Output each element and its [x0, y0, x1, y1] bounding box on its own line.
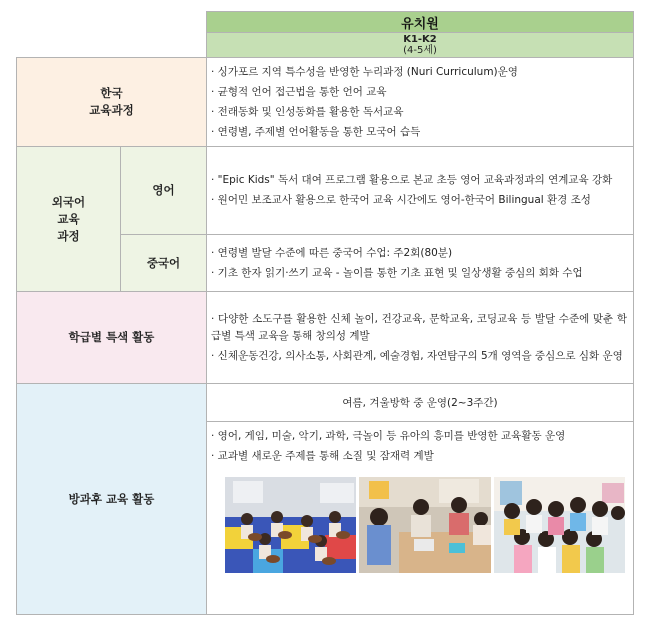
after-school-content — [207, 422, 634, 615]
list-item: · 원어민 보조교사 활용으로 한국어 교육 시간에도 영어-한국어 Bilingual 환경 조성 — [211, 194, 591, 206]
chinese-content — [207, 235, 634, 292]
korean-curriculum-label: 한국 교육과정 — [17, 58, 207, 147]
special-activities-content — [207, 292, 634, 384]
activity-photos — [225, 477, 625, 573]
english-content — [207, 147, 634, 235]
list-item: · "Epic Kids" 독서 대여 프로그램 활용으로 본교 초등 영어 교육과정과의 연계교육 강화 — [211, 174, 613, 186]
after-school-period: 여름, 겨울방학 중 운영(2~3주간) — [207, 384, 634, 422]
list-item: · 연령별, 주제별 언어활동을 통한 모국어 습득 — [211, 125, 421, 138]
list-item: · 교과별 새로운 주제를 통해 소질 및 잠재력 계발 — [211, 450, 434, 462]
list-item: · 다양한 소도구를 활용한 신체 놀이, 건강교육, 문학교육, 코딩교육 등 발달 수준에 맞춘 학급별 특색 교육을 통해 창의성 계발 — [211, 312, 627, 342]
list-item: · 균형적 언어 접근법을 통한 언어 교육 — [211, 85, 387, 98]
chinese-label: 중국어 — [121, 235, 207, 292]
list-item: · 연령별 발달 수준에 따른 중국어 수업: 주2회(80분) — [211, 246, 453, 259]
photo-craft-class — [359, 477, 490, 573]
curriculum-table — [16, 11, 634, 615]
photo-group — [494, 477, 625, 573]
korean-curriculum-content — [207, 58, 634, 147]
foreign-language-label: 외국어 교육 과정 — [17, 147, 121, 292]
list-item: · 기초 한자 읽기·쓰기 교육 - 놀이를 통한 기초 표현 및 일상생활 중심의 회화 수업 — [211, 266, 583, 279]
list-item: · 영어, 게임, 미술, 악기, 과학, 극놀이 등 유아의 흥미를 반영한 교육활동 운영 — [211, 430, 566, 442]
list-item: · 전래동화 및 인성동화를 활용한 독서교육 — [211, 105, 404, 118]
list-item: · 신체운동건강, 의사소통, 사회관계, 예술경험, 자연탐구의 5개 영역을 중심으로 심화 운영 — [211, 349, 623, 362]
list-item: · 싱가포르 지역 특수성을 반영한 누리과정 (Nuri Curriculum)운영 — [211, 65, 518, 78]
english-label: 영어 — [121, 147, 207, 235]
header-title: 유치원 — [207, 12, 634, 33]
age-label: (4-5세) — [403, 45, 437, 56]
header-blank-cell — [17, 12, 207, 58]
grade-label: K1-K2 — [403, 34, 437, 45]
header-subtitle — [207, 33, 634, 58]
photo-drum-class — [225, 477, 356, 573]
after-school-label: 방과후 교육 활동 — [17, 384, 207, 615]
special-activities-label: 학급별 특색 활동 — [17, 292, 207, 384]
